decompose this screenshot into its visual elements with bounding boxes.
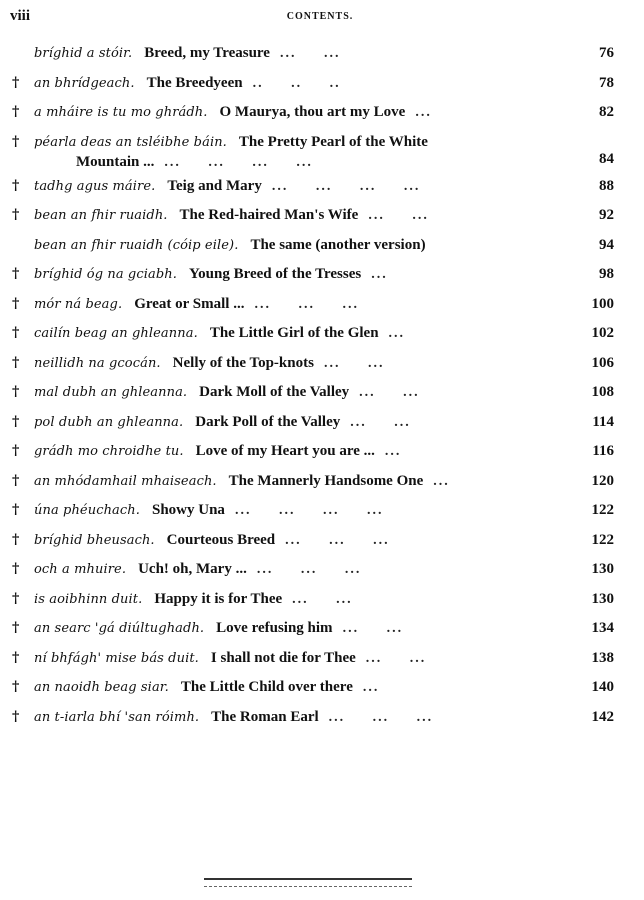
entry-text [34,619,560,638]
entry-text [34,324,560,343]
entry-text [34,206,560,225]
dot-leader: ... ... [350,414,411,430]
toc-entry [0,527,644,557]
toc-entry [0,173,644,203]
english-title: The Little Girl of the Glen [209,325,379,341]
dot-leader: ... [362,680,380,695]
dot-leader: ... [388,326,406,341]
page-ref: 78 [599,74,614,91]
irish-title: grádh mo chroidhe tu. [34,444,184,459]
dot-leader: ... ... ... [254,296,359,312]
toc-entry [0,674,644,704]
toc-entry [0,379,644,409]
dagger-mark: † [12,708,20,725]
page-ref: 106 [591,354,614,371]
page-ref: 130 [591,561,614,577]
page-ref: 140 [591,679,614,695]
page-ref: 84 [599,150,614,167]
entry-text [34,472,560,491]
entry-text [34,236,560,255]
dagger-mark: † [12,679,20,695]
page-ref: 116 [592,443,614,459]
english-title: Love of my Heart you are ... [195,443,375,459]
running-head [10,8,630,28]
english-title: Uch! oh, Mary ... [138,561,247,577]
page-number: viii [10,8,31,24]
english-title: Young Breed of the Tresses [188,266,362,282]
irish-title: bríghid óg na gciabh. [34,267,177,282]
page-ref: 82 [599,104,614,120]
page-ref: 98 [599,266,614,282]
irish-title: an searc 'gá diúltughadh. [34,621,205,636]
dot-leader: ... ... [323,355,385,371]
dot-leader: .. .. .. [252,75,341,91]
english-title: Great or Small ... [134,295,245,312]
irish-title: an naoidh beag siar. [34,680,169,695]
dot-leader: ... [371,267,388,282]
dagger-mark: † [12,295,20,312]
dot-leader: ... [415,105,432,120]
irish-title: an t-iarla bhí 'san róimh. [34,709,200,725]
irish-title: péarla deas an tsléibhe báin. [34,134,227,150]
dot-leader: ... ... [359,385,420,400]
toc-entry [0,70,644,100]
dagger-mark: † [12,443,20,459]
entry-continuation [76,151,560,171]
english-title: The Mannerly Handsome One [228,472,424,489]
irish-title: mór ná beag. [34,296,123,312]
irish-title: an bhrídgeach. [34,75,135,91]
irish-title: bean an fhir ruaidh. [34,208,168,223]
dot-leader: ... ... ... [256,562,362,577]
dot-leader: ... ... [365,650,427,666]
dagger-mark: † [12,472,20,489]
english-title: Teig and Mary [167,177,262,194]
entry-text [34,133,560,152]
english-title-continued: Mountain ... [76,153,155,170]
toc-entry [0,261,644,291]
irish-title: is aoibhinn duit. [34,591,143,607]
dagger-mark: † [12,325,20,341]
english-title: The same (another version) [250,236,426,253]
irish-title: tadhg agus máire. [34,178,156,194]
toc-entry [0,320,644,350]
english-title: Showy Una [151,502,225,518]
page-ref: 108 [591,384,614,400]
entry-text [34,531,560,550]
dagger-mark: † [12,133,20,150]
dot-leader: ... ... ... ... [164,154,313,170]
dagger-mark: † [12,74,20,91]
page-title: CONTENTS. [286,11,354,22]
toc-entry [0,350,644,380]
toc-entry [0,615,644,645]
english-title: Love refusing him [216,620,333,636]
page-ref: 120 [591,472,614,489]
toc-entry [0,99,644,129]
dot-leader: ... ... [279,46,341,61]
table-of-contents [0,40,644,733]
page-ref: 142 [591,708,614,725]
toc-entry [0,704,644,734]
dagger-mark: † [12,649,20,666]
irish-title: och a mhuire. [34,562,127,577]
page-ref: 100 [591,295,614,312]
entry-text [34,649,560,668]
irish-title: neillidh na gcocán. [34,355,161,371]
page-ref: 76 [599,45,614,61]
dagger-mark: † [12,384,20,400]
toc-entry [0,438,644,468]
irish-title: úna phéuchach. [34,503,140,518]
toc-entry [0,40,644,70]
english-title: The Pretty Pearl of the White [238,133,428,150]
entry-text [34,560,560,579]
page-ref: 122 [591,502,614,518]
english-title: I shall not die for Thee [210,649,356,666]
english-title: Happy it is for Thee [154,590,283,607]
dagger-mark: † [12,266,20,282]
toc-entry [0,586,644,616]
dagger-mark: † [12,561,20,577]
dagger-mark: † [12,177,20,194]
english-title: The Breedyeen [146,74,243,91]
irish-title: bríghid a stóir. [34,46,133,61]
entry-text [34,103,560,122]
page-ref: 130 [591,590,614,607]
page-ref: 134 [591,620,614,636]
english-title: The Little Child over there [180,679,353,695]
dot-leader: ... ... [292,591,353,607]
dot-leader: ... ... [342,621,404,636]
irish-title: an mhódamhail mhaiseach. [34,473,217,489]
dot-leader: ... [384,444,402,459]
entry-text [34,501,560,520]
irish-title: mal dubh an ghleanna. [34,385,188,400]
dagger-mark: † [12,502,20,518]
toc-entry [0,202,644,232]
page-ref: 114 [592,413,614,430]
dot-leader: ... ... [368,208,429,223]
english-title: O Maurya, thou art my Love [219,104,406,120]
entry-text [34,295,560,314]
toc-entry [0,468,644,498]
irish-title: bríghid bheusach. [34,532,155,548]
dagger-mark: † [12,207,20,223]
entry-text [34,177,560,196]
entry-text [34,678,560,697]
dot-leader: ... [433,473,450,489]
english-title: The Red-haired Man's Wife [179,207,359,223]
dot-leader: ... ... ... ... [271,178,421,194]
entry-text [34,44,560,63]
english-title: Courteous Breed [166,531,276,548]
dot-leader: ... ... ... [285,532,390,548]
page-ref: 92 [599,207,614,223]
irish-title: bean an fhir ruaidh (cóip eile). [34,237,239,253]
irish-title: ní bhfágh' mise bás duit. [34,650,199,666]
toc-entry [0,232,644,262]
entry-text [34,590,560,609]
entry-text [34,383,560,402]
entry-text [34,413,560,432]
entry-text [34,354,560,373]
page-ref: 122 [591,531,614,548]
dot-leader: ... ... ... [328,709,434,725]
entry-text [34,708,560,727]
toc-entry [0,409,644,439]
irish-title: pol dubh an ghleanna. [34,414,184,430]
irish-title: cailín beag an ghleanna. [34,326,198,341]
page-ref: 94 [599,236,614,253]
toc-entry [0,129,644,173]
english-title: Nelly of the Top-knots [172,354,314,371]
entry-text [34,442,560,461]
dagger-mark: † [12,413,20,430]
page-ref: 88 [599,177,614,194]
entry-text [34,74,560,93]
ornamental-rule [204,878,412,887]
irish-title: a mháire is tu mo ghrádh. [34,105,208,120]
dagger-mark: † [12,354,20,371]
english-title: Breed, my Treasure [144,45,270,61]
toc-entry [0,645,644,675]
dagger-mark: † [12,531,20,548]
dagger-mark: † [12,590,20,607]
english-title: Dark Moll of the Valley [199,384,350,400]
toc-entry [0,497,644,527]
toc-entry [0,291,644,321]
dot-leader: ... ... ... ... [234,503,384,518]
dagger-mark: † [12,620,20,636]
page-ref: 102 [591,325,614,341]
dagger-mark: † [12,104,20,120]
page-ref: 138 [591,649,614,666]
english-title: Dark Poll of the Valley [195,413,341,430]
entry-text [34,265,560,284]
english-title: The Roman Earl [211,708,319,725]
toc-entry [0,556,644,586]
